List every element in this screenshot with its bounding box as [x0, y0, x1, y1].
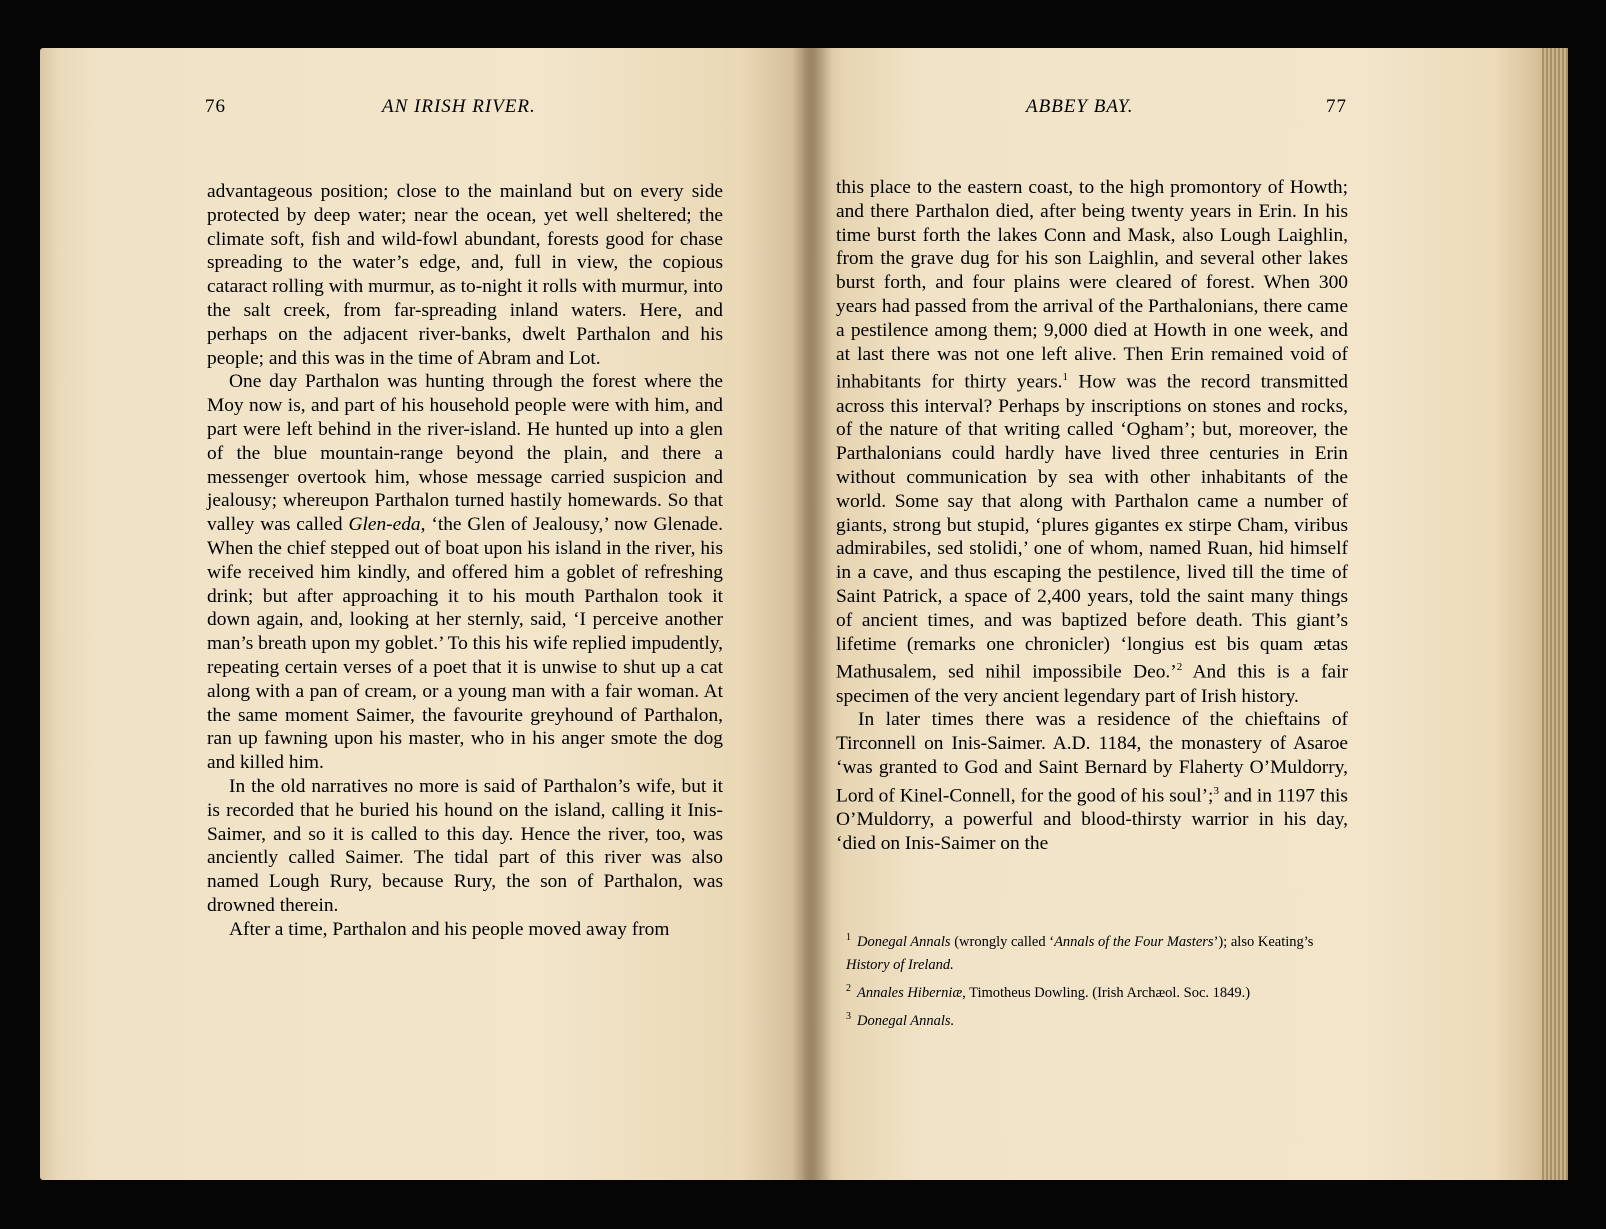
- italic-text: Annals of the Four Masters: [1054, 933, 1214, 950]
- paragraph: [836, 176, 1348, 708]
- footnotes: [836, 926, 1348, 1032]
- footnote-ref: 3: [1213, 784, 1219, 797]
- paragraph: [836, 708, 1348, 855]
- left-page-number: 76: [205, 96, 226, 117]
- footnote: [846, 977, 1348, 1005]
- right-page-number: 77: [1326, 96, 1347, 117]
- right-running-head: ABBEY BAY.: [1026, 96, 1134, 117]
- text-run: How was the record transmitted across this interval? Perhaps by inscriptions on stones and rocks, of the nature of that writing called ‘Ogham’; but, moreover, the Parthalonians could hardly have lived three centuries in Erin without communication by sea with other inhabitants of the world. Some say that along with Parthalon came a number of giants, strong but stupid, ‘plures gigantes ex stirpe Cham, viribus admirabiles, sed stolidi,’ one of whom, named Ruan, hid himself in a cave, and thus escaping the pestilence, lived till the time of Saint Patrick, a space of 2,400 years, told the saint many things of ancient times, and was baptized before death. This giant’s lifetime (remarks one chronicler) ‘longius est bis quam ætas Mathusalem, sed nihil impossibile Deo.’: [836, 371, 1349, 683]
- paragraph: [207, 918, 723, 942]
- footnote-ref: 1: [1062, 371, 1068, 384]
- text-run: (wrongly called ‘: [950, 933, 1055, 950]
- text-run: and in 1197 this O’Muldorry, a powerful and blood-thirsty warrior in his day, ‘died on Inis-Saimer on the: [836, 785, 1348, 854]
- italic-text: Donegal Annals.: [857, 1012, 955, 1029]
- page-edges: [1542, 48, 1568, 1180]
- footnote: [846, 1005, 1348, 1033]
- paragraph: [207, 370, 723, 775]
- text-run: advantageous position; close to the mainland but on every side protected by deep water; near the ocean, yet well sheltered; the climate soft, fish and wild-fowl abundant, forests good for chase spreading to the water’s edge, and, full in view, the copious cataract rolling with murmur, as to-night it rolls with murmur, into the salt creek, from far-spreading inland waters. Here, and perhaps on the adjacent river-banks, dwelt Parthalon and his people; and this was in the time of Abram and Lot.: [207, 181, 723, 369]
- text-run: this place to the eastern coast, to the high promontory of Howth; and there Parthalon died, after being twenty years in Erin. In his time burst forth the lakes Conn and Mask, also Lough Laighlin, from the grave dug for his son Laighlin, and several other lakes burst forth, and four plains were cleared of forest. When 300 years had passed from the arrival of the Parthalonians, there came a pestilence among them; 9,000 died at Howth in one week, and at last there was not one left alive. Then Erin remained void of inhabitants for thirty years.: [836, 177, 1348, 393]
- text-run: Timotheus Dowling. (Irish Archæol. Soc. 1849.): [965, 984, 1251, 1001]
- text-run: ’); also Keating’s: [1213, 933, 1314, 950]
- text-run: One day Parthalon was hunting through the forest where the Moy now is, and part of his household people were with him, and part were left behind in the river-island. He hunted up into a glen of the blue mountain-range beyond the plain, and there a messenger overtook him, whose message carried suspicion and jealousy; whereupon Parthalon turned hastily homewards. So that valley was called: [207, 371, 723, 536]
- footnote: [846, 926, 1348, 977]
- paragraph: [207, 180, 723, 370]
- footnote-number: 2: [846, 982, 851, 994]
- text-run: And this is a fair specimen of the very ancient legendary part of Irish history.: [836, 661, 1348, 707]
- text-run: In later times there was a residence of the chieftains of Tirconnell on Inis-Saimer. A.D. 1184, the monastery of Asaroe ‘was granted to God and Saint Bernard by Flaherty O’Muldorry, Lord of Kinel-Connell, for the good of his soul’;: [836, 709, 1348, 807]
- left-body-text: [207, 180, 723, 942]
- text-run: After a time, Parthalon and his people moved away from: [229, 918, 670, 940]
- text-run: In the old narratives no more is said of Parthalon’s wife, but it is recorded that he buried his hound on the island, calling it Inis-Saimer, and so it is called to this day. Hence the river, too, was anciently called Saimer. The tidal part of this river was also named Lough Rury, because Rury, the son of Parthalon, was drowned therein.: [207, 775, 723, 916]
- italic-text: Donegal Annals: [857, 933, 951, 950]
- italic-text: Annales Hiberniæ,: [857, 984, 966, 1001]
- text-run: , ‘the Glen of Jealousy,’ now Glenade. When the chief stepped out of boat upon his island in the river, his wife received him kindly, and offered him a goblet of refreshing drink; but after approaching it to his mouth Parthalon took it down again, and, looking at her sternly, said, ‘I perceive another man’s breath upon my goblet.’ To this his wife replied impudently, repeating certain verses of a poet that it is unwise to shut up a cat along with a pan of cream, or a young man with a fair woman. At the same moment Saimer, the favourite greyhound of Parthalon, ran up fawning upon his master, who in his anger smote the dog and killed him.: [207, 514, 723, 774]
- footnote-number: 1: [846, 932, 851, 943]
- paragraph: [207, 775, 723, 918]
- right-body-text: [836, 176, 1348, 856]
- italic-text: History of Ireland.: [846, 956, 954, 973]
- footnote-number: 3: [846, 1010, 851, 1022]
- footnote-ref: 2: [1176, 661, 1183, 674]
- italic-text: Glen-eda: [348, 514, 421, 536]
- left-running-head: AN IRISH RIVER.: [382, 96, 536, 117]
